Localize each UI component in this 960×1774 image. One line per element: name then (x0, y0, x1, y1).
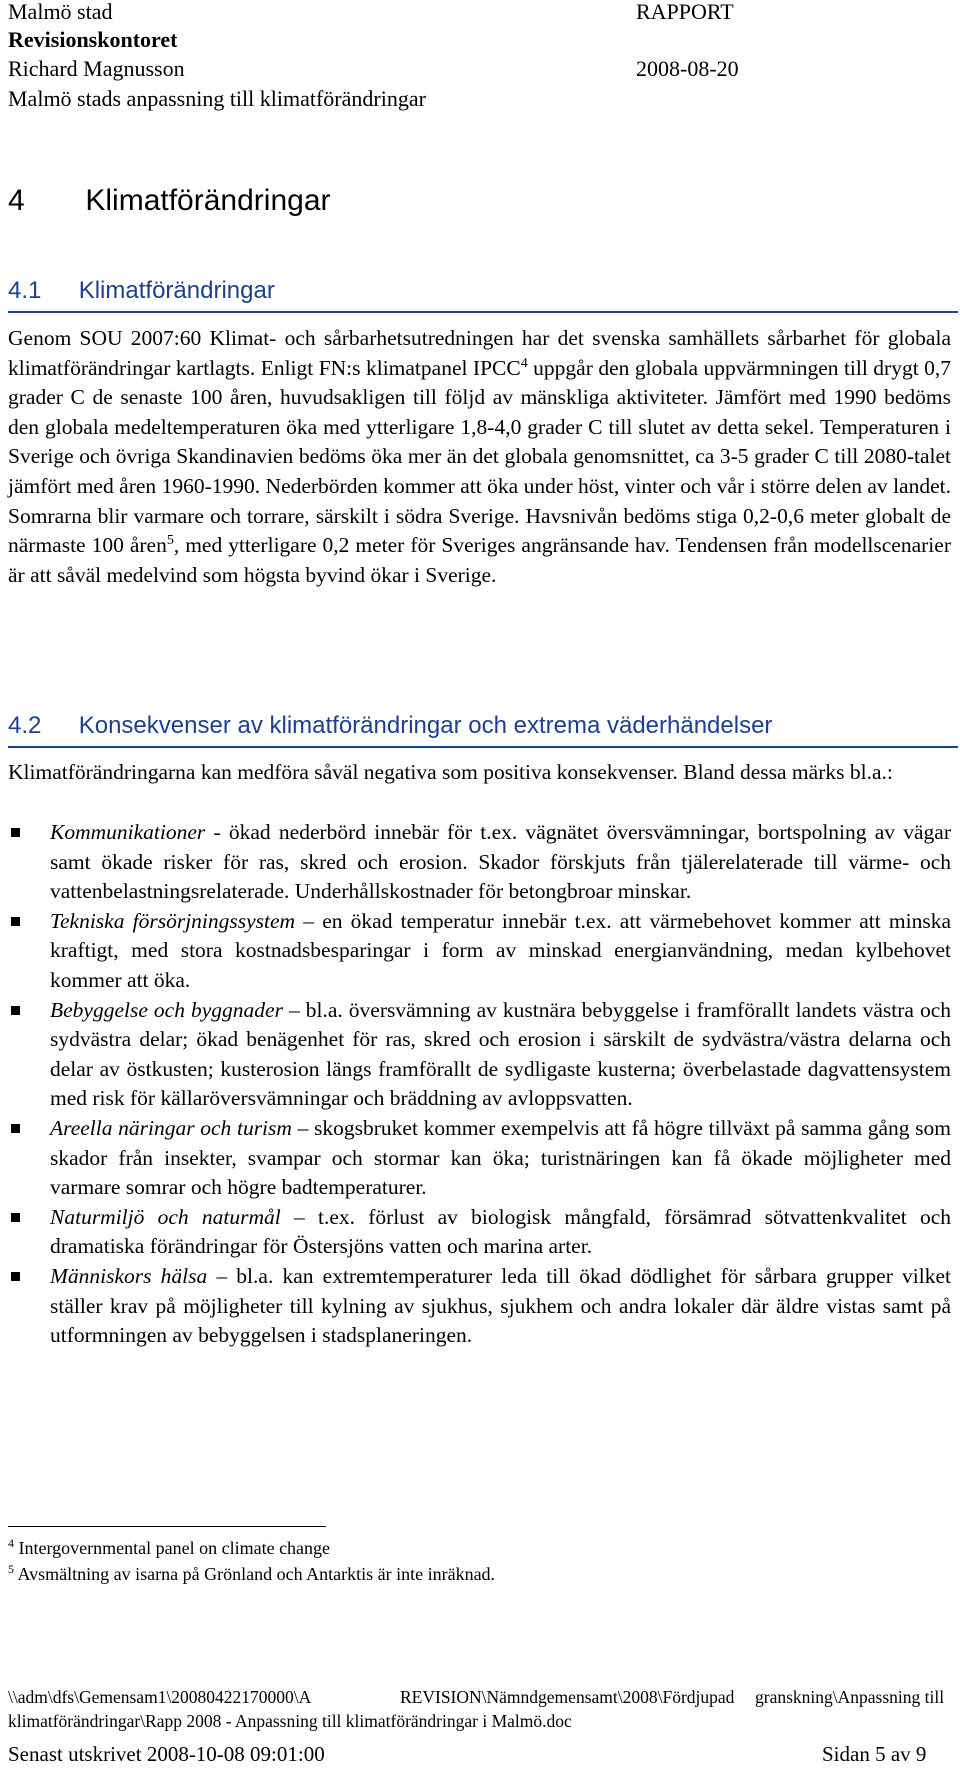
section-4-2-intro: Klimatförändringarna kan medföra såväl negativa som positiva konsekvenser. Bland dessa märks bl.a.: (8, 760, 893, 784)
section-heading-4-1 (8, 277, 275, 305)
bullet-square-icon (11, 917, 20, 926)
list-item: Tekniska försörjningssystem – en ökad temperatur innebär t.ex. att värmebehovet kommer att minska kraftigt, med stora kostnadsbesparingar i form av minskad energianvändning, medan kylbehovet kommer att öka. (8, 907, 951, 996)
header-subject: Malmö stads anpassning till klimatförändringar (8, 86, 426, 111)
section-4-1-paragraph: Genom SOU 2007:60 Klimat- och sårbarhetsutredningen har det svenska samhällets sårbarhet för globala klimatförändringar kartlagts. Enligt FN:s klimatpanel IPCC$^4$ uppgår den globala uppvärmningen till drygt 0,7 grader C de senaste 100 åren, huvudsakligen till följd av mänskliga aktiviteter. Jämfört med 1990 bedöms den globala medeltemperaturen öka med ytterligare 1,8-4,0 grader C till slutet av detta sekel. Temperaturen i Sverige och övriga Skandinavien bedöms öka mer än det globala genomsnittet, ca 3-5 grader C till 2080-talet jämfört med åren 1960-1990. Nederbörden kommer att öka under höst, vinter och vår i större delen av landet. Somrarna blir varmare och torrare, särskilt i södra Sverige. Havsnivån bedöms stiga 0,2-0,6 meter globalt de närmaste 100 åren$^5$, med ytterligare 0,2 meter för Sveriges angränsande hav. Tendensen från modellscenarier är att såväl medelvind som högsta byvind ökar i Sverige. (8, 326, 951, 587)
footer-path-line2: klimatförändringar\Rapp 2008 - Anpassning till klimatförändringar i Malmö.doc (8, 1711, 572, 1731)
footnote-4: $^4$ Intergovernmental panel on climate change (8, 1536, 331, 1558)
header-date: 2008-08-20 (636, 56, 739, 81)
bullet-square-icon (11, 1124, 20, 1133)
chapter-heading (8, 184, 331, 218)
section-rule (8, 746, 958, 748)
section-rule (8, 311, 958, 313)
header-unit: Revisionskontoret (8, 27, 178, 52)
bullet-square-icon (11, 828, 20, 837)
list-item: Areella näringar och turism – skogsbruket kommer exempelvis att få högre tillväxt på samma gång som skador från insekter, svampar och stormar kan öka; turistnäringen kan få ökade möjligheter med varmare somrar och högre badtemperaturer. (8, 1114, 951, 1203)
header-doc-type: RAPPORT (636, 0, 734, 24)
consequence-list (8, 818, 951, 1351)
header-author: Richard Magnusson (8, 56, 185, 81)
bullet-square-icon (11, 1272, 20, 1281)
list-item: Naturmiljö och naturmål – t.ex. förlust av biologisk mångfald, försämrad sötvattenkvalitet och dramatiska förändringar för Östersjöns vatten och marina arter. (8, 1203, 951, 1262)
bullet-square-icon (11, 1006, 20, 1015)
list-item: Bebyggelse och byggnader – bl.a. översvämning av kustnära bebyggelse i framförallt landets västra och sydvästra delar; ökad benägenhet för ras, skred och erosion i särskilt de sydvästra/västra delarna och delar av östkusten; kusterosion längs framförallt de sydligaste kusterna; överbelastade dagvattensystem med risk för källaröversvämningar och bräddning av avloppsvatten. (8, 996, 951, 1114)
footer-path-middle: REVISION\Nämndgemensamt\2008\Fördjupad (400, 1687, 735, 1707)
footnote-ref-4: 4 (520, 355, 528, 371)
list-item: Kommunikationer - ökad nederbörd innebär för t.ex. vägnätet översvämningar, bortspolning av vägar samt ökade risker för ras, skred och erosion. Skador förskjuts från tjälerelaterade till värme- och vattenbelastningsrelaterade. Underhållskostnader för betongbroar minskar. (8, 818, 951, 907)
section-number: 4.1 (8, 277, 42, 304)
section-number: 4.2 (8, 712, 42, 739)
section-title: Konsekvenser av klimatförändringar och extrema väderhändelser (78, 712, 773, 739)
footnote-ref-5: 5 (166, 533, 174, 548)
footnote-5: $^5$ Avsmältning av isarna på Grönland och Antarktis är inte inräknad. (8, 1562, 496, 1584)
footer-path-right: granskning\Anpassning till (755, 1687, 945, 1707)
header-org: Malmö stad (8, 0, 113, 24)
list-item: Människors hälsa – bl.a. kan extremtemperaturer leda till ökad dödlighet för sårbara grupper vilket ställer krav på möjligheter till kylning av sjukhus, sjukhem och andra lokaler där äldre vistas samt på utformningen av bebyggelsen i stadsplaneringen. (8, 1262, 951, 1351)
bullet-square-icon (11, 1213, 20, 1222)
chapter-title: Klimatförändringar (85, 184, 331, 217)
footer-path-left: \\adm\dfs\Gemensam1\20080422170000\A (8, 1687, 312, 1707)
footer-printed-date: Senast utskrivet 2008-10-08 09:01:00 (8, 1742, 325, 1766)
footer-page-number: Sidan 5 av 9 (822, 1742, 927, 1766)
section-title: Klimatförändringar (78, 277, 275, 304)
section-heading-4-2 (8, 712, 772, 740)
chapter-number: 4 (8, 184, 25, 217)
footnote-separator (8, 1526, 326, 1527)
